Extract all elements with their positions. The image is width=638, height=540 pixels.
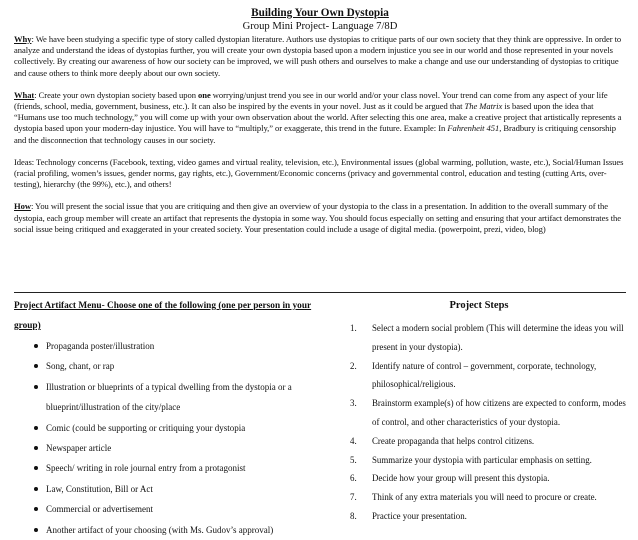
list-item	[14, 336, 314, 356]
project-steps-heading: Project Steps	[449, 300, 509, 311]
step-item	[332, 357, 626, 395]
list-item-text: Illustration or blueprints of a typical dwelling from the dystopia or a blueprint/illustration of the city/place	[46, 381, 292, 413]
step-number: 3.	[350, 398, 357, 409]
list-item	[14, 377, 314, 418]
what-label: What	[14, 89, 35, 100]
step-number: 4.	[350, 435, 357, 446]
step-text: Think of any extra materials you will need to procure or create.	[372, 492, 597, 503]
project-steps-list	[332, 319, 626, 526]
page-subtitle: Group Mini Project- Language 7/8D	[242, 21, 398, 32]
step-text: Decide how your group will present this dystopia.	[372, 473, 550, 484]
bullet-icon	[34, 528, 38, 532]
what-text-1: : Create your own dystopian society based upon	[34, 89, 199, 100]
artifact-menu	[14, 296, 314, 540]
why-paragraph	[14, 34, 626, 79]
artifact-menu-heading: Project Artifact Menu- Choose one of the following (one per person in your group)	[14, 301, 312, 331]
bullet-icon	[34, 364, 38, 368]
how-text: : You will present the social issue that you are critiquing and then give an overview of your dystopia to the class in a presentation. In addition to the overall summary of the dystopia, each group member will create an artifact that represents the dystopia in some way. You should focus especially on setting and ensuring that your artifact demonstrates the social issue being critiqued and exaggerated in your created society. Your presentation could include a usage of digital media. (powerpoint, prezi, video, blog)	[14, 201, 622, 234]
section-divider	[14, 292, 626, 293]
what-emphasis: one	[198, 89, 211, 100]
list-item	[14, 479, 314, 499]
list-item-text: Propaganda poster/illustration	[46, 341, 155, 351]
step-item	[332, 451, 626, 470]
artifact-menu-list	[14, 336, 314, 540]
step-item	[332, 507, 626, 526]
list-item-text: Speech/ writing in role journal entry from a protagonist	[46, 463, 246, 474]
step-number: 8.	[350, 510, 357, 521]
ideas-paragraph: Ideas: Technology concerns (Facebook, texting, video games and virtual reality, television, etc.), Environmental issues (global warming, pollution, waste, etc.), Social/Human Issues (racial profiling, women’s issues, gender norms, gay rights, etc.), Government/Economic concerns (privacy and governmental control, education and testing (cutting Arts, over-testing), hierarchy (the 99%), etc.), and others!	[14, 156, 624, 190]
document	[14, 7, 626, 246]
bullet-icon	[34, 507, 38, 511]
step-text: Summarize your dystopia with particular emphasis on setting.	[372, 454, 592, 465]
step-text: Brainstorm example(s) of how citizens are expected to conform, modes of control, and other characteristics of your dystopia.	[372, 398, 626, 427]
step-item	[332, 469, 626, 488]
why-text: : We have been studying a specific type of story called dystopian literature. Authors use dystopias to critique parts of our own society that they think are oppressive. In order to analyze and understand the ideas of dystopias further, you will create your own dystopia based upon a modern injustice you see in our world and those represented in your novels collectively. By creating our awareness of how our society can be improved, we will push others and ourselves to make a change and use our understanding of dystopias to critique and cause others to think more deeply about our own society.	[14, 34, 622, 78]
step-item	[332, 488, 626, 507]
list-item-text: Another artifact of your choosing (with Ms. Gudov’s approval)	[46, 524, 274, 535]
what-paragraph	[14, 90, 626, 146]
page-title: Building Your Own Dystopia	[251, 7, 389, 19]
list-item-text: Newspaper article	[46, 443, 112, 454]
step-item	[332, 319, 626, 357]
list-item	[14, 520, 314, 540]
list-item	[14, 438, 314, 458]
how-label: How	[14, 201, 31, 212]
list-item	[14, 356, 314, 376]
list-item-text: Song, chant, or rap	[46, 361, 115, 372]
step-number: 1.	[350, 323, 357, 333]
step-text: Select a modern social problem (This will determine the ideas you will present in your dystopia).	[372, 323, 624, 352]
step-number: 7.	[350, 492, 357, 503]
what-text-4: , Bradbury is critiquing censorship and the disconnection that technology causes in our society.	[14, 123, 616, 145]
list-item-text: Commercial or advertisement	[46, 504, 153, 515]
what-text-3: is based upon the idea that “Humans use too much technology,” you will come up with your own observation about the world. After selecting this one area, make a creative project that artistically represents a dystopia based upon your modern-day injustice. You will have to “multiply,” or exaggerate, this trend in the future. Example: In	[14, 101, 622, 134]
bullet-icon	[34, 487, 38, 491]
step-number: 6.	[350, 473, 357, 484]
bullet-icon	[34, 446, 38, 450]
step-text: Identify nature of control – government, corporate, technology, philosophical/religious.	[372, 360, 597, 390]
list-item	[14, 499, 314, 519]
list-item-text: Law, Constitution, Bill or Act	[46, 483, 153, 494]
step-item	[332, 394, 626, 432]
step-text: Create propaganda that helps control citizens.	[372, 435, 535, 446]
step-text: Practice your presentation.	[372, 510, 467, 521]
step-number: 2.	[350, 360, 357, 371]
bullet-icon	[34, 344, 38, 348]
list-item	[14, 418, 314, 438]
book-title-fahrenheit: Fahrenheit 451	[447, 123, 500, 134]
bullet-icon	[34, 466, 38, 470]
bullet-icon	[34, 426, 38, 430]
bullet-icon	[34, 385, 38, 389]
project-steps	[332, 296, 626, 526]
list-item	[14, 458, 314, 478]
book-title-matrix: The Matrix	[464, 101, 503, 112]
how-paragraph	[14, 201, 626, 235]
step-number: 5.	[350, 454, 357, 465]
what-text-2: worrying/unjust trend you see in our world and/or your class novel. Your trend can come from any aspect of your life (friends, school, media, government, business, etc.). It can also be inspired by the events in your novel. Just as it could be argued that	[14, 89, 608, 112]
why-label: Why	[14, 34, 32, 44]
step-item	[332, 432, 626, 451]
list-item-text: Comic (could be supporting or critiquing your dystopia	[46, 422, 246, 433]
